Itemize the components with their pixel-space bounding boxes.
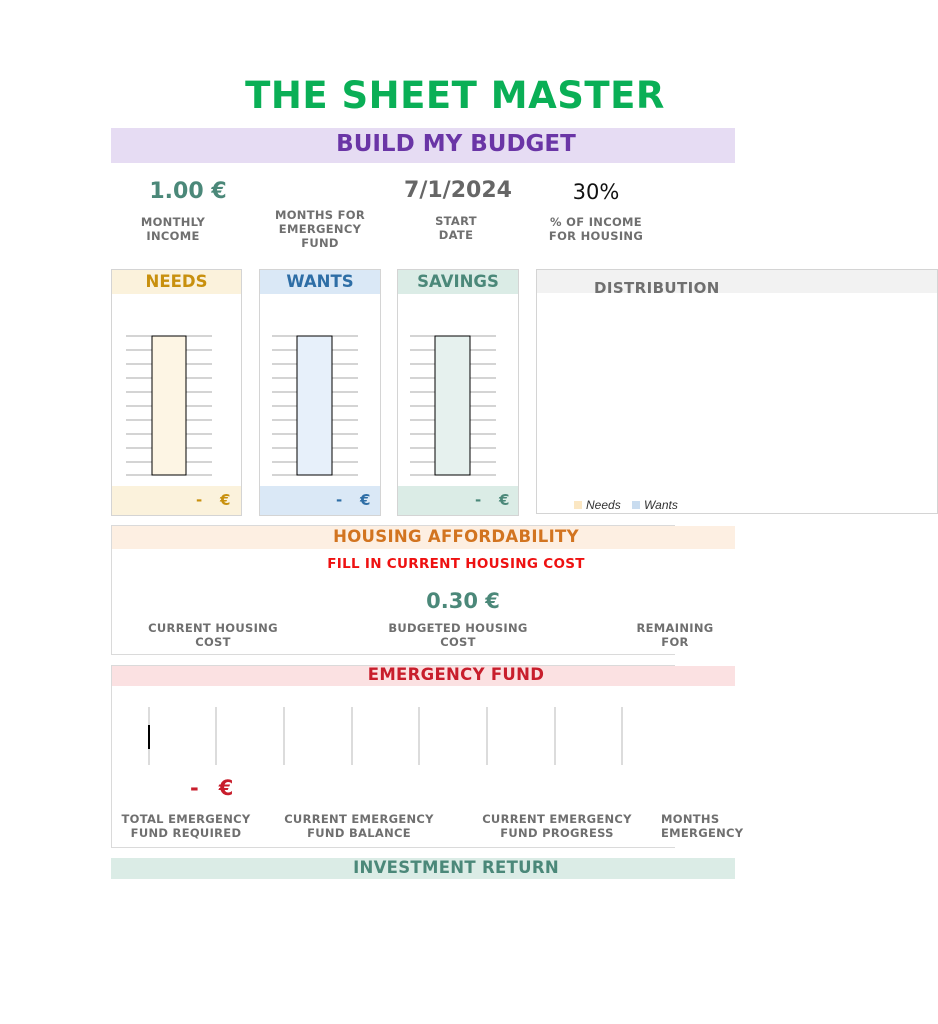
- current-housing-cost-input[interactable]: [130, 585, 300, 613]
- start-date-value[interactable]: 7/1/2024: [404, 178, 512, 203]
- savings-card-title: SAVINGS: [398, 270, 518, 294]
- distribution-card: [536, 269, 720, 514]
- housing-prompt: FILL IN CURRENT HOUSING COST: [327, 556, 585, 572]
- emergency-title: EMERGENCY FUND: [367, 665, 545, 684]
- monthly-income-value[interactable]: 1.00 €: [149, 179, 227, 204]
- wants-gauge: [260, 294, 380, 484]
- housing-title: HOUSING AFFORDABILITY: [333, 527, 579, 546]
- emergency-progress-track: [112, 705, 672, 767]
- current-housing-label: CURRENT HOUSING COST: [148, 621, 278, 649]
- wants-card-title: WANTS: [260, 270, 380, 294]
- emergency-balance-input[interactable]: [270, 776, 450, 804]
- needs-card: [111, 269, 242, 516]
- months-emergency-input[interactable]: [260, 176, 380, 202]
- needs-card-title: NEEDS: [112, 270, 241, 294]
- months-emergency-label: MONTHS FOR EMERGENCY FUND: [274, 208, 366, 250]
- emergency-total-value: - €: [190, 776, 234, 800]
- savings-card: [397, 269, 519, 516]
- needs-total: - €: [112, 486, 241, 515]
- budgeted-housing-label: BUDGETED HOUSING COST: [388, 621, 528, 649]
- needs-gauge: [112, 294, 241, 484]
- page-title: THE SHEET MASTER: [245, 74, 665, 117]
- total-emergency-label: TOTAL EMERGENCY FUND REQUIRED: [121, 812, 251, 840]
- legend-needs-swatch: [574, 501, 582, 509]
- monthly-income-label: MONTHLY INCOME: [140, 215, 206, 243]
- remaining-housing-label: REMAINING FOR: [636, 621, 714, 649]
- housing-percent-label: % OF INCOME FOR HOUSING: [548, 215, 644, 243]
- budgeted-housing-value: 0.30 €: [426, 589, 500, 613]
- distribution-title: DISTRIBUTION: [594, 279, 720, 297]
- distribution-legend: Needs Wants: [574, 498, 678, 512]
- housing-percent-value[interactable]: 30%: [572, 180, 620, 204]
- balance-emergency-label: CURRENT EMERGENCY FUND BALANCE: [284, 812, 434, 840]
- wants-card: [259, 269, 381, 516]
- wants-total: - €: [260, 486, 380, 515]
- savings-total: - €: [398, 486, 518, 515]
- build-my-budget-heading: BUILD MY BUDGET: [336, 131, 576, 157]
- legend-wants-swatch: [632, 501, 640, 509]
- investment-title: INVESTMENT RETURN: [353, 858, 559, 877]
- months-emergency-progress-label: MONTHS EMERGENCY: [661, 812, 744, 840]
- savings-gauge: [398, 294, 518, 484]
- progress-emergency-label: CURRENT EMERGENCY FUND PROGRESS: [482, 812, 632, 840]
- start-date-label: START DATE: [435, 214, 477, 242]
